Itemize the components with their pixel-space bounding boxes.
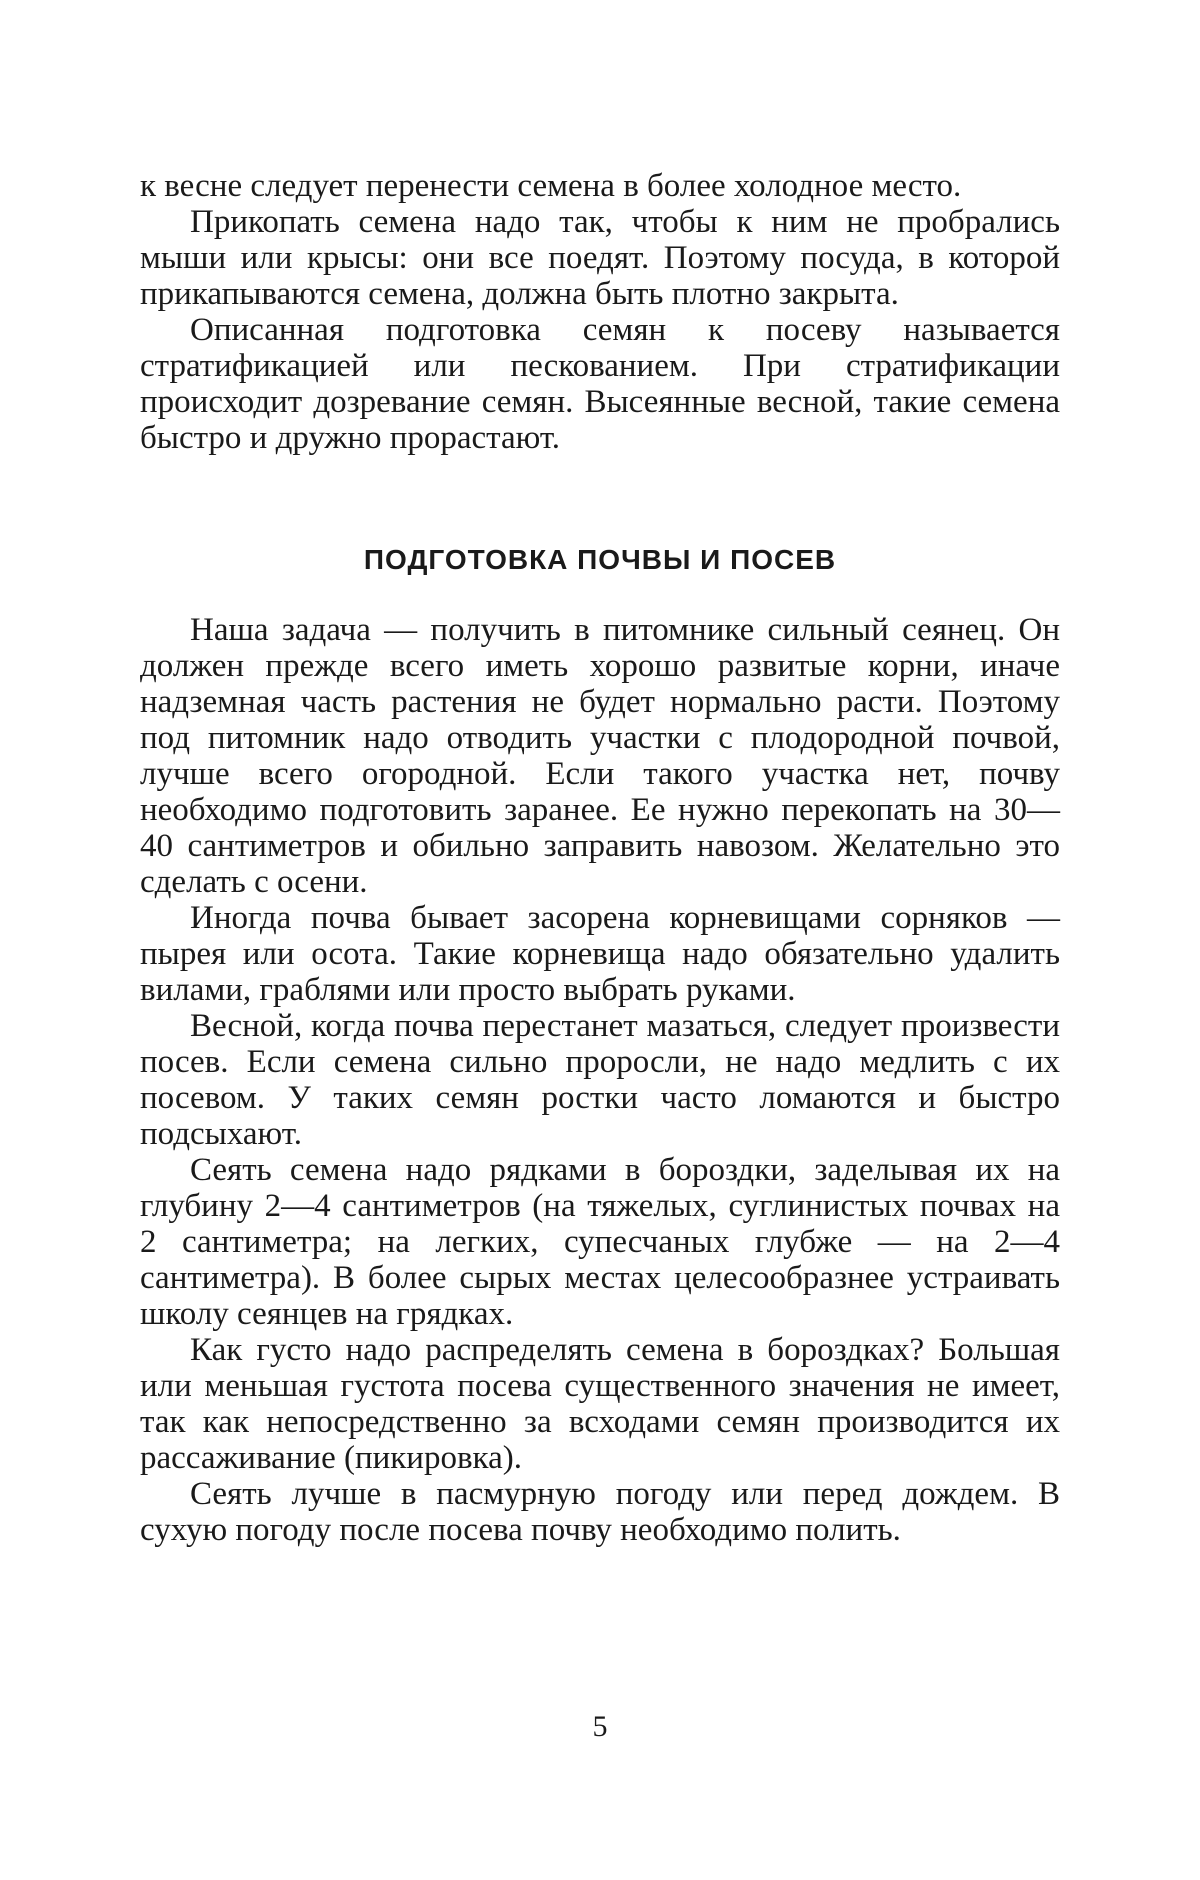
paragraph-weather: Сеять лучше в пасмурную погоду или перед дождем. В сухую погоду после посева почву необходимо полить. bbox=[140, 1476, 1060, 1548]
paragraph-spring-sowing: Весной, когда почва перестанет мазаться, следует произвести посев. Если семена сильно проросли, не надо медлить с их посевом. У таких семян ростки часто ломаются и быстро подсыхают. bbox=[140, 1008, 1060, 1152]
page-number: 5 bbox=[0, 1710, 1200, 1744]
paragraph-density: Как густо надо распределять семена в бороздках? Большая или меньшая густота посева существенного значения не имеет, так как непосредственно за всходами семян производится их рассаживание (пикировка). bbox=[140, 1332, 1060, 1476]
paragraph-sowing-depth: Сеять семена надо рядками в бороздки, заделывая их на глубину 2—4 сантиметров (на тяжелых, суглинистых почвах на 2 сантиметра; на легких, супесчаных глубже — на 2—4 сантиметра). В более сырых местах целесообразнее устраивать школу сеянцев на грядках. bbox=[140, 1152, 1060, 1332]
section-heading: ПОДГОТОВКА ПОЧВЫ И ПОСЕВ bbox=[140, 542, 1060, 578]
paragraph-stratification: Описанная подготовка семян к посеву называется стратификацией или пескованием. При стратификации происходит дозревание семян. Высеянные весной, такие семена быстро и дружно прорастают. bbox=[140, 312, 1060, 456]
paragraph-weeds: Иногда почва бывает засорена корневищами сорняков — пырея или осота. Такие корневища надо обязательно удалить вилами, граблями или просто выбрать руками. bbox=[140, 900, 1060, 1008]
page-body bbox=[140, 168, 1060, 1548]
paragraph-continuation: к весне следует перенести семена в более холодное место. bbox=[140, 168, 1060, 204]
paragraph-prikopat: Прикопать семена надо так, чтобы к ним не пробрались мыши или крысы: они все поедят. Поэтому посуда, в которой прикапываются семена, должна быть плотно закрыта. bbox=[140, 204, 1060, 312]
paragraph-task: Наша задача — получить в питомнике сильный сеянец. Он должен прежде всего иметь хорошо развитые корни, иначе надземная часть растения не будет нормально расти. Поэтому под питомник надо отводить участки с плодородной почвой, лучше всего огородной. Если такого участка нет, почву необходимо подготовить заранее. Ее нужно перекопать на 30—40 сантиметров и обильно заправить навозом. Желательно это сделать с осени. bbox=[140, 612, 1060, 900]
